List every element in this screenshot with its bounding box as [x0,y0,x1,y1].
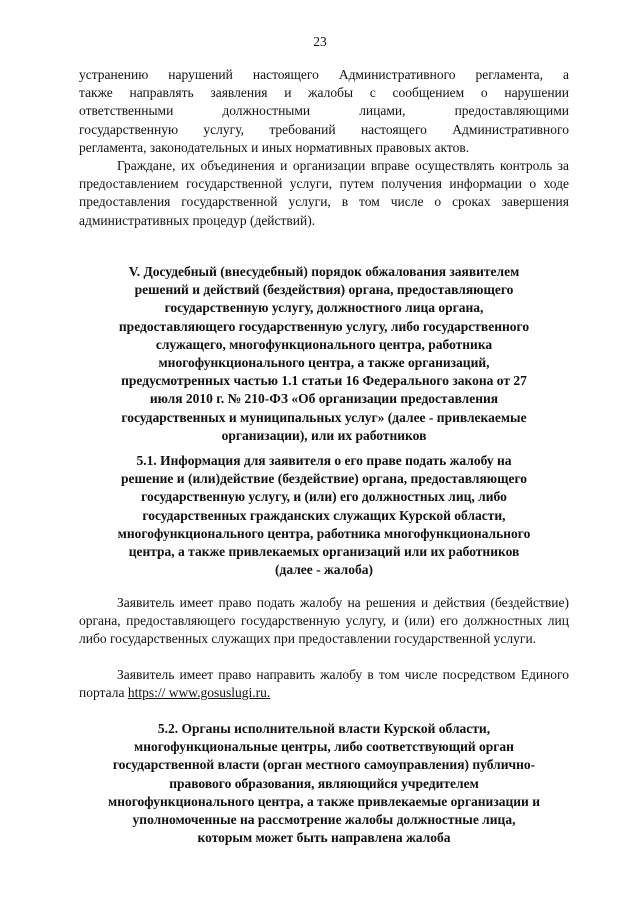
text-line: устранению нарушений настоящего Административного регламента, а [79,67,569,82]
paragraph-continuation [79,66,569,157]
portal-text: Заявитель имеет право направить жалобу в том числе посредством Единого портала [79,667,569,701]
text-line: также направлять заявления и жалобы с сообщением о нарушении [79,85,569,101]
paragraph-portal [79,666,569,702]
text-line: ответственными должностными лицами, предоставляющими [79,103,569,119]
portal-link[interactable]: https:// www.gosuslugi.ru. [127,685,271,701]
subsection-5-1-heading: 5.1. Информация для заявителя о его праве подать жалобу на решение и (или)действие (бездействие) органа, предоставляющего государственную услугу, и (или) его должностных лиц, либо государственных гражданских служащих Курской области, многофункционального центра, работника многофункционального центра, а также привлекаемых организаций или их работников (далее - жалоба) [117,453,531,578]
page-number: 23 [313,34,327,49]
subsection-5-2-heading: 5.2. Органы исполнительной власти Курской области, многофункциональные центры, либо соответствующий орган государственной власти (орган местного самоуправления) публично- правового образования, являющийся учредителем многофункционального центра, а также привлекаемые организации и уполномоченные на рассмотрение жалобы должностные лица, которым может быть направлена жалоба [108,721,540,846]
paragraph-complaint-right: Заявитель имеет право подать жалобу на решения и действия (бездействие) органа, предоставляющего государственную услугу, и (или) его должностных лиц либо государственных служащих при предоставлении государственной услуги. [79,595,569,647]
section-5-heading: V. Досудебный (внесудебный) порядок обжалования заявителем решений и действий (бездействия) органа, предоставляющего государственную услугу, должностного лица органа, предоставляющего государственную услугу, либо государственного служащего, многофункционального центра, работника многофункционального центра, а также организаций, предусмотренных частью 1.1 статьи 16 Федерального закона от 27 июля 2010 г. № 210-ФЗ «Об организации предоставления государственных и муниципальных услуг» (далее - привлекаемые организации), или их работников [118,264,530,443]
paragraph-citizens-control: Граждане, их объединения и организации вправе осуществлять контроль за предоставлением государственной услуги, путем получения информации о ходе предоставления государственной услуги, в том числе о сроках завершения административных процедур (действий). [79,158,569,228]
text-line: регламента, законодательных и иных нормативных правовых актов. [79,139,470,155]
text-line: государственную услугу, требований настоящего Административного [79,121,569,137]
